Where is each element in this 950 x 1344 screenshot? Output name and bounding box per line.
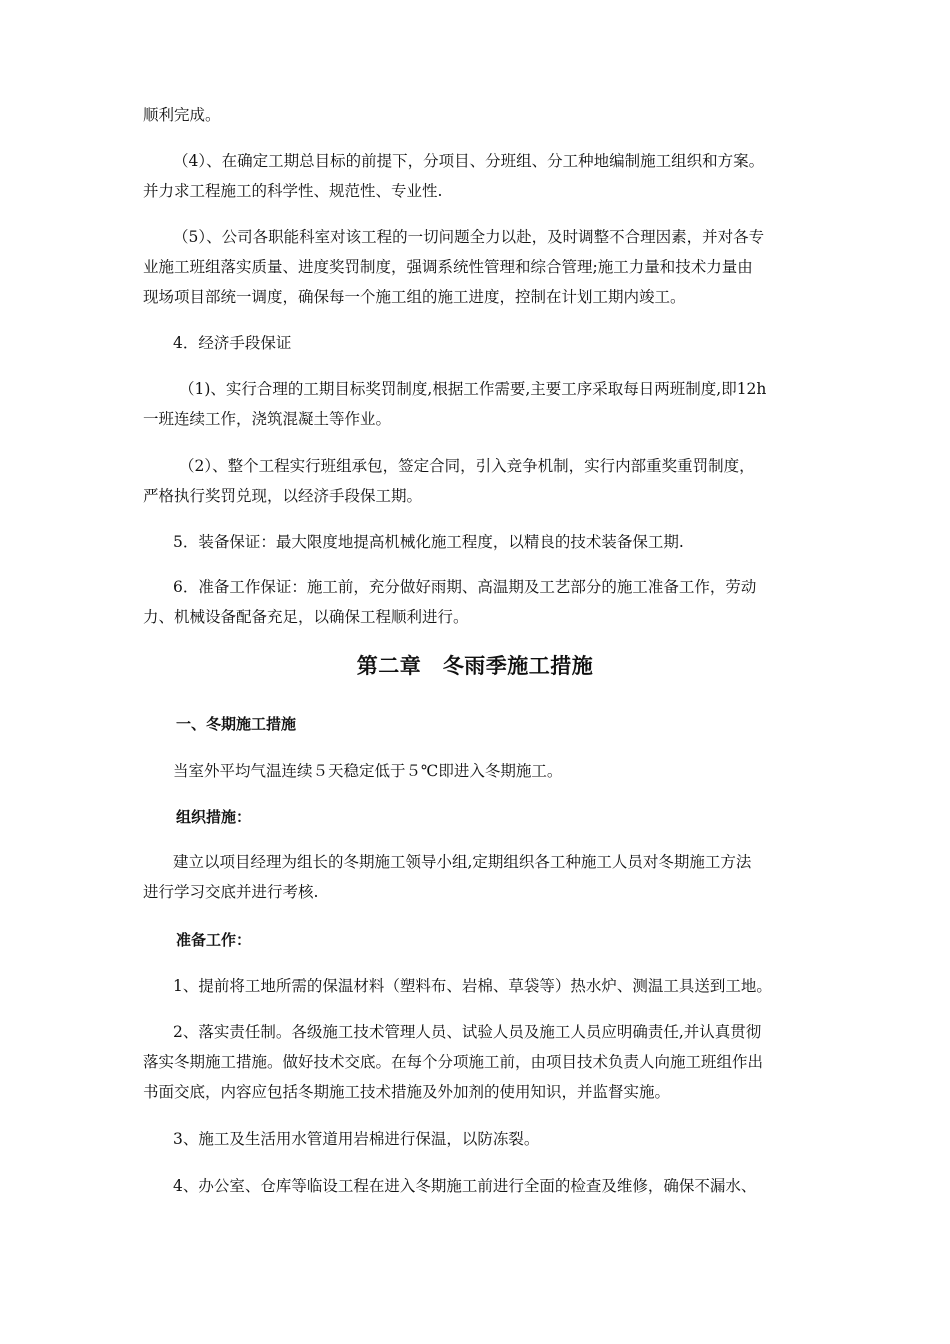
text-line: 现场项目部统一调度，确保每一个施工组的施工进度，控制在计划工期内竣工。 bbox=[143, 288, 686, 306]
text-line: 建立以项目经理为组长的冬期施工领导小组,定期组织各工种施工人员对冬期施工方法 bbox=[173, 853, 752, 871]
text-line: 5．装备保证：最大限度地提高机械化施工程度，以精良的技术装备保工期. bbox=[173, 533, 684, 551]
paragraph bbox=[143, 222, 823, 312]
text-line: 一班连续工作，浇筑混凝土等作业。 bbox=[143, 410, 392, 428]
text-line: （1)、实行合理的工期目标奖罚制度,根据工作需要,主要工序采取每日两班制度,即12h bbox=[179, 380, 767, 398]
section-heading: 一、冬期施工措施 bbox=[176, 715, 297, 733]
paragraph bbox=[143, 756, 823, 786]
paragraph bbox=[143, 971, 823, 1001]
text-line: 业施工班组落实质量、进度奖罚制度，强调系统性管理和综合管理;施工力量和技术力量由 bbox=[143, 258, 753, 276]
paragraph bbox=[143, 146, 823, 206]
text-line: 顺利完成。 bbox=[143, 106, 221, 124]
text-line: 并力求工程施工的科学性、规范性、专业性. bbox=[143, 182, 443, 200]
text-line: 2、落实责任制。各级施工技术管理人员、试验人员及施工人员应明确责任,并认真贯彻 bbox=[173, 1023, 762, 1041]
text-line: 严格执行奖罚兑现，以经济手段保工期。 bbox=[143, 487, 423, 505]
text-line: 落实冬期施工措施。做好技术交底。在每个分项施工前，由项目技术负责人向施工班组作出 bbox=[143, 1053, 764, 1071]
subheading-preparation: 准备工作： bbox=[176, 931, 252, 949]
text-line: （5）、公司各职能科室对该工程的一切问题全力以赴，及时调整不合理因素，并对各专 bbox=[173, 228, 765, 246]
text-line: 当室外平均气温连续５天稳定低于５℃即进入冬期施工。 bbox=[173, 762, 563, 780]
subheading-organization: 组织措施： bbox=[176, 808, 252, 826]
text-line: （2）、整个工程实行班组承包，签定合同，引入竞争机制，实行内部重奖重罚制度， bbox=[179, 457, 755, 475]
text-line: （4）、在确定工期总目标的前提下，分项目、分班组、分工种地编制施工组织和方案。 bbox=[173, 152, 765, 170]
paragraph bbox=[143, 451, 823, 511]
paragraph bbox=[143, 527, 823, 557]
paragraph bbox=[143, 572, 823, 632]
paragraph bbox=[143, 847, 823, 907]
text-line: 6．准备工作保证：施工前，充分做好雨期、高温期及工艺部分的施工准备工作，劳动 bbox=[173, 578, 757, 596]
chapter-title: 第二章 冬雨季施工措施 bbox=[356, 654, 594, 678]
text-line: 书面交底，内容应包括冬期施工技术措施及外加剂的使用知识，并监督实施。 bbox=[143, 1083, 671, 1101]
text-line: 进行学习交底并进行考核. bbox=[143, 883, 319, 901]
paragraph bbox=[143, 100, 823, 130]
paragraph bbox=[143, 374, 823, 434]
paragraph bbox=[143, 1171, 823, 1201]
paragraph bbox=[143, 328, 823, 358]
text-line: 1、提前将工地所需的保温材料（塑料布、岩棉、草袋等）热水炉、测温工具送到工地。 bbox=[173, 977, 772, 995]
paragraph bbox=[143, 1124, 823, 1154]
text-line: 4、办公室、仓库等临设工程在进入冬期施工前进行全面的检查及维修，确保不漏水、 bbox=[173, 1177, 757, 1195]
text-line: 3、施工及生活用水管道用岩棉进行保温，以防冻裂。 bbox=[173, 1130, 540, 1148]
text-line: 力、机械设备配备充足，以确保工程顺利进行。 bbox=[143, 608, 469, 626]
paragraph bbox=[143, 1017, 823, 1107]
text-line: 4．经济手段保证 bbox=[173, 334, 292, 352]
